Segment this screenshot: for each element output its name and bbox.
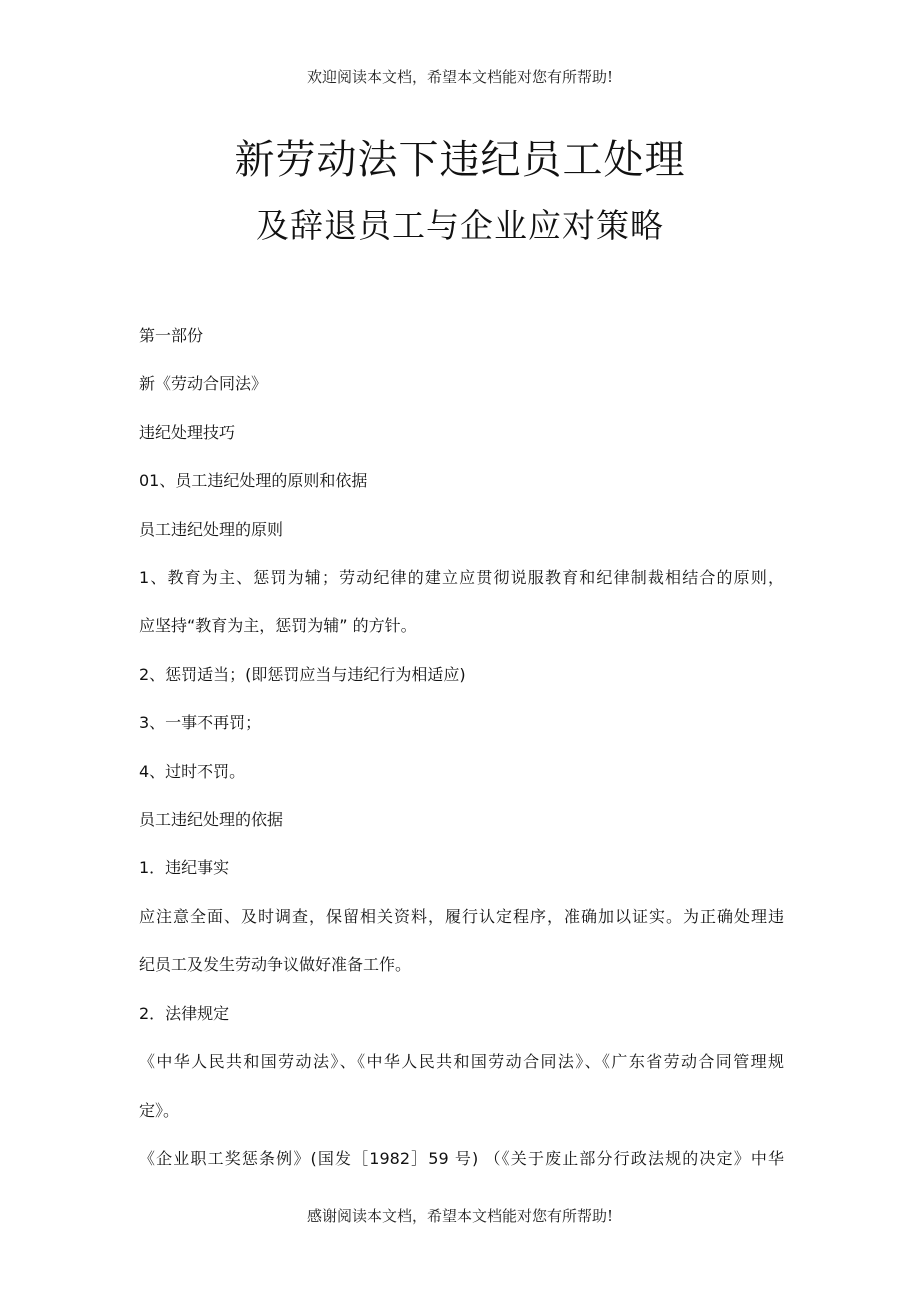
paragraph-line: 《中华人民共和国劳动法》、《中华人民共和国劳动合同法》、《广东省劳动合同管理规 <box>139 1052 784 1072</box>
subsection-heading: 01、员工违纪处理的原则和依据 <box>139 471 368 491</box>
section-heading: 违纪处理技巧 <box>139 422 236 442</box>
list-heading: 1．违纪事实 <box>139 858 230 878</box>
paragraph-line: 4、过时不罚。 <box>139 761 246 781</box>
subsection-heading: 员工违纪处理的依据 <box>139 810 284 830</box>
paragraph-line: 应坚持“教育为主，惩罚为辅” 的方针。 <box>139 616 417 636</box>
subsection-heading: 员工违纪处理的原则 <box>139 519 284 539</box>
header-note: 欢迎阅读本文档，希望本文档能对您有所帮助! <box>306 68 614 86</box>
paragraph-line: 2、惩罚适当；(即惩罚应当与违纪行为相适应) <box>139 664 466 684</box>
paragraph-line: 定》。 <box>139 1100 180 1120</box>
paragraph-line: 《企业职工奖惩条例》(国发［1982］59 号) （《关于废止部分行政法规的决定》中华 <box>139 1148 784 1168</box>
document-subtitle: 及辞退员工与企业应对策略 <box>256 206 664 245</box>
footer-note: 感谢阅读本文档，希望本文档能对您有所帮助! <box>306 1207 614 1225</box>
paragraph-line: 3、一事不再罚； <box>139 713 262 733</box>
paragraph-line: 纪员工及发生劳动争议做好准备工作。 <box>139 955 412 975</box>
section-heading: 新《劳动合同法》 <box>139 374 268 394</box>
document-title: 新劳动法下违纪员工处理 <box>234 137 686 183</box>
document-body <box>139 312 784 1183</box>
list-heading: 2．法律规定 <box>139 1003 230 1023</box>
paragraph-line: 应注意全面、及时调查，保留相关资料，履行认定程序，准确加以证实。为正确处理违 <box>139 906 784 926</box>
section-heading: 第一部份 <box>139 326 204 345</box>
paragraph-line: 1、教育为主、惩罚为辅；劳动纪律的建立应贯彻说服教育和纪律制裁相结合的原则， <box>139 568 784 588</box>
